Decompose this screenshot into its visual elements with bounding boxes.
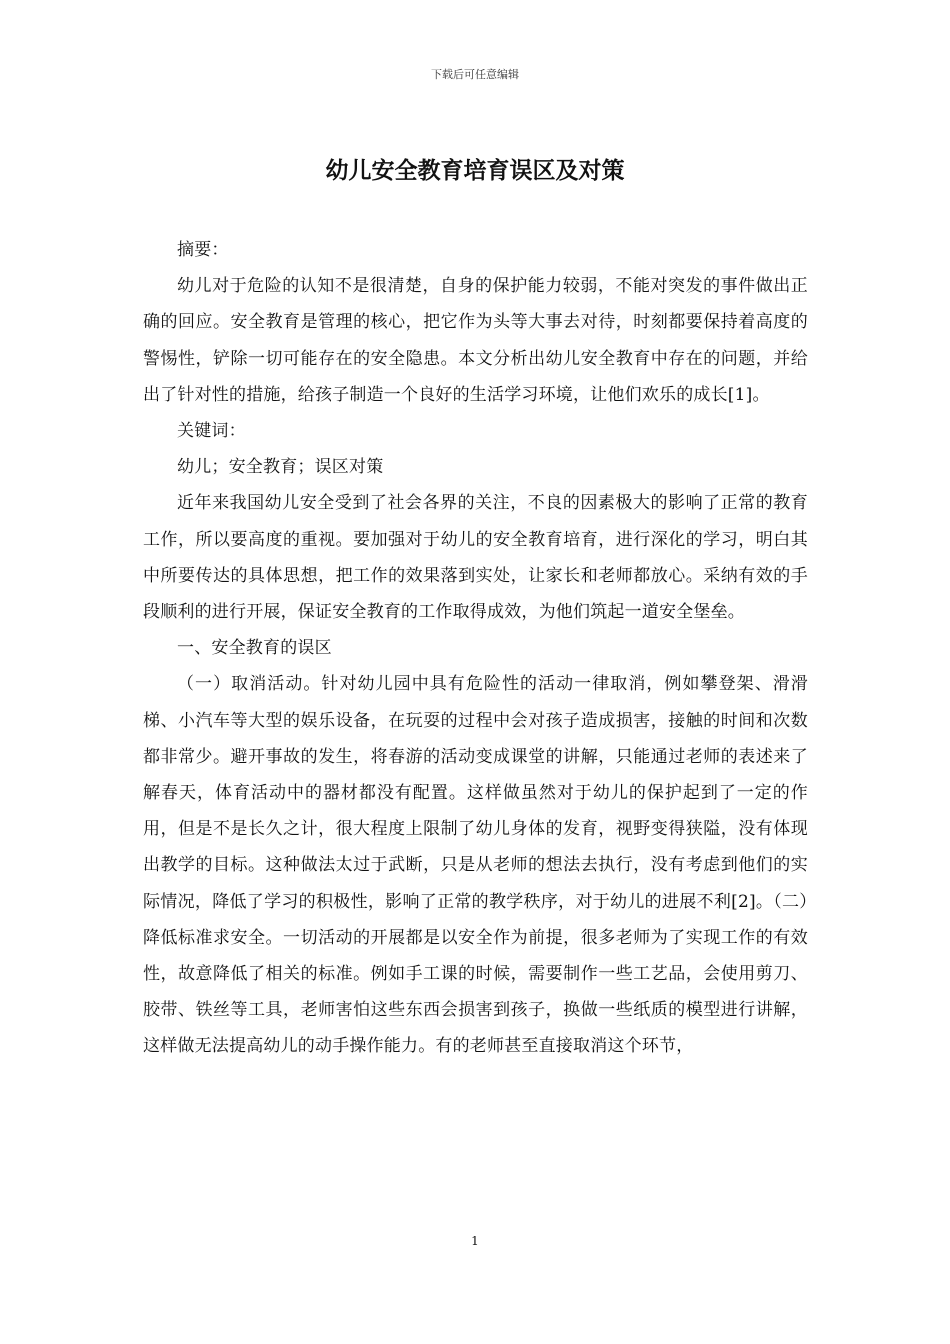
keywords-list: 幼儿；安全教育；误区对策 <box>177 457 384 478</box>
intro-paragraph: 近年来我国幼儿安全受到了社会各界的关注，不良的因素极大的影响了正常的教育工作，所以要高度的重视。要加强对于幼儿的安全教育培育，进行深化的学习，明白其中所要传达的具体思想，把工作的效果落到实处，让家长和老师都放心。采纳有效的手段顺利的进行开展，保证安全教育的工作取得成效，为他们筑起一道安全堡垒。 <box>143 493 808 623</box>
abstract-paragraph: 幼儿对于危险的认知不是很清楚，自身的保护能力较弱，不能对突发的事件做出正确的回应。安全教育是管理的核心，把它作为头等大事去对待，时刻都要保持着高度的警惕性，铲除一切可能存在的安全隐患。本文分析出幼儿安全教育中存在的问题，并给出了针对性的措施，给孩子制造一个良好的生活学习环境，让他们欢乐的成长[1]。 <box>143 276 808 405</box>
section-1-paragraph: （一）取消活动。针对幼儿园中具有危险性的活动一律取消，例如攀登架、滑滑梯、小汽车等大型的娱乐设备，在玩耍的过程中会对孩子造成损害，接触的时间和次数都非常少。避开事故的发生，将春游的活动变成课堂的讲解，只能通过老师的表述来了解春天，体育活动中的器材都没有配置。这样做虽然对于幼儿的保护起到了一定的作用，但是不是长久之计，很大程度上限制了幼儿身体的发育，视野变得狭隘，没有体现出教学的目标。这种做法太过于武断，只是从老师的想法去执行，没有考虑到他们的实际情况，降低了学习的积极性，影响了正常的教学秩序，对于幼儿的进展不利[2]。（二）降低标准求安全。一切活动的开展都是以安全作为前提，很多老师为了实现工作的有效性，故意降低了相关的标准。例如手工课的时候，需要制作一些工艺品，会使用剪刀、胶带、铁丝等工具，老师害怕这些东西会损害到孩子，换做一些纸质的模型进行讲解，这样做无法提高幼儿的动手操作能力。有的老师甚至直接取消这个环节， <box>143 674 808 1057</box>
page-number: 1 <box>471 1234 479 1248</box>
page-header-note: 下载后可任意编辑 <box>431 68 519 81</box>
abstract-label: 摘要： <box>177 240 229 260</box>
document-body <box>143 232 808 1065</box>
keywords-label: 关键词： <box>177 421 246 442</box>
section-1-heading: 一、安全教育的误区 <box>177 638 332 659</box>
document-title: 幼儿安全教育培育误区及对策 <box>325 158 625 184</box>
